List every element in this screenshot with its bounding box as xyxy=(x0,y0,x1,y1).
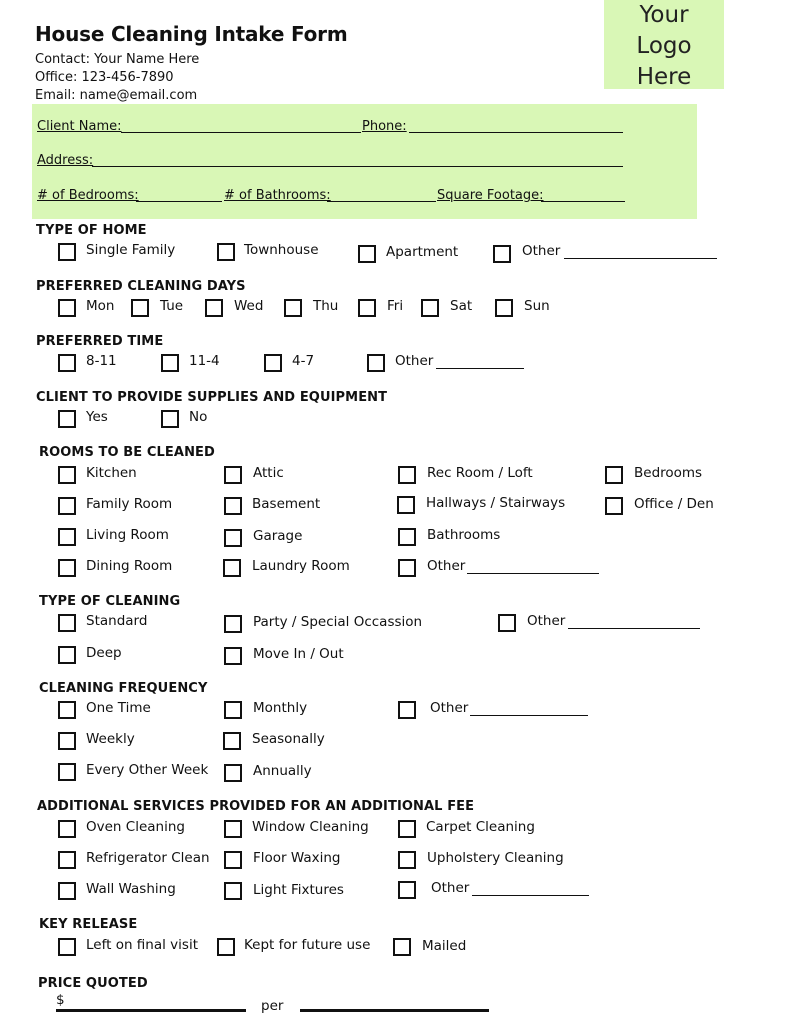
additional-heading: ADDITIONAL SERVICES PROVIDED FOR AN ADDITIONAL FEE xyxy=(37,799,475,814)
label-cleaning-other: Other xyxy=(527,613,566,629)
checkbox-upholstery-cleaning[interactable] xyxy=(398,851,416,869)
checkbox-thu[interactable] xyxy=(284,299,302,317)
checkbox-11-4[interactable] xyxy=(161,354,179,372)
checkbox-basement[interactable] xyxy=(224,497,242,515)
label-upholstery-cleaning: Upholstery Cleaning xyxy=(427,850,564,866)
checkbox-fri[interactable] xyxy=(358,299,376,317)
label-basement: Basement xyxy=(252,496,321,512)
label-one-time: One Time xyxy=(86,700,151,716)
label-home-other: Other xyxy=(522,243,561,259)
checkbox-bathrooms[interactable] xyxy=(398,528,416,546)
additional-other-line[interactable] xyxy=(472,895,589,896)
checkbox-left-on-final-visit[interactable] xyxy=(58,938,76,956)
checkbox-wall-washing[interactable] xyxy=(58,882,76,900)
key-release-heading: KEY RELEASE xyxy=(39,917,138,932)
checkbox-garage[interactable] xyxy=(224,529,242,547)
checkbox-hallways[interactable] xyxy=(397,496,415,514)
sqft-line[interactable] xyxy=(541,201,625,202)
label-party: Party / Special Occassion xyxy=(253,614,423,630)
label-office-den: Office / Den xyxy=(634,496,714,512)
checkbox-8-11[interactable] xyxy=(58,354,76,372)
label-bathrooms: Bathrooms xyxy=(427,527,501,543)
frequency-other-line[interactable] xyxy=(470,715,588,716)
label-rec-room: Rec Room / Loft xyxy=(427,465,533,481)
label-townhouse: Townhouse xyxy=(244,242,319,258)
label-oven-cleaning: Oven Cleaning xyxy=(86,819,185,835)
checkbox-apartment[interactable] xyxy=(358,245,376,263)
checkbox-move-in-out[interactable] xyxy=(224,647,242,665)
checkbox-floor-waxing[interactable] xyxy=(224,851,242,869)
dollar-sign: $ xyxy=(56,992,65,1008)
checkbox-sat[interactable] xyxy=(421,299,439,317)
label-laundry-room: Laundry Room xyxy=(252,558,350,574)
logo-line: Logo xyxy=(636,33,692,59)
checkbox-single-family[interactable] xyxy=(58,243,76,261)
label-rooms-other: Other xyxy=(427,558,466,574)
label-window-cleaning: Window Cleaning xyxy=(252,819,369,835)
bedrooms-label: # of Bedrooms: xyxy=(37,188,139,203)
client-name-label: Client Name: xyxy=(37,119,122,134)
label-standard: Standard xyxy=(86,613,148,629)
checkbox-supplies-yes[interactable] xyxy=(58,410,76,428)
checkbox-laundry-room[interactable] xyxy=(223,559,241,577)
checkbox-additional-other[interactable] xyxy=(398,881,416,899)
label-single-family: Single Family xyxy=(86,242,176,258)
price-amount-line[interactable] xyxy=(56,1009,246,1012)
checkbox-wed[interactable] xyxy=(205,299,223,317)
checkbox-time-other[interactable] xyxy=(367,354,385,372)
label-sat: Sat xyxy=(450,298,473,314)
label-mon: Mon xyxy=(86,298,115,314)
bathrooms-label: # of Bathrooms: xyxy=(224,188,331,203)
label-annually: Annually xyxy=(253,763,312,779)
logo-line: Your xyxy=(639,2,689,28)
label-family-room: Family Room xyxy=(86,496,173,512)
checkbox-rooms-other[interactable] xyxy=(398,559,416,577)
sqft-label: Square Footage: xyxy=(437,188,544,203)
checkbox-kitchen[interactable] xyxy=(58,466,76,484)
label-garage: Garage xyxy=(253,528,303,544)
label-every-other-week: Every Other Week xyxy=(86,762,209,778)
label-fri: Fri xyxy=(387,298,404,314)
address-line[interactable] xyxy=(92,166,623,167)
checkbox-office-den[interactable] xyxy=(605,497,623,515)
label-deep: Deep xyxy=(86,645,122,661)
checkbox-sun[interactable] xyxy=(495,299,513,317)
contact-email: Email: name@email.com xyxy=(35,88,198,103)
label-apartment: Apartment xyxy=(386,244,459,260)
checkbox-home-other[interactable] xyxy=(493,245,511,263)
checkbox-seasonally[interactable] xyxy=(223,732,241,750)
label-living-room: Living Room xyxy=(86,527,169,543)
label-wed: Wed xyxy=(234,298,264,314)
label-weekly: Weekly xyxy=(86,731,135,747)
label-light-fixtures: Light Fixtures xyxy=(253,882,344,898)
label-additional-other: Other xyxy=(431,880,470,896)
price-heading: PRICE QUOTED xyxy=(38,976,148,991)
logo-placeholder xyxy=(604,0,724,89)
price-per-line[interactable] xyxy=(300,1009,489,1012)
address-label: Address: xyxy=(37,153,94,168)
label-8-11: 8-11 xyxy=(86,353,117,369)
client-name-line[interactable] xyxy=(121,132,361,133)
label-carpet-cleaning: Carpet Cleaning xyxy=(426,819,535,835)
checkbox-weekly[interactable] xyxy=(58,732,76,750)
checkbox-window-cleaning[interactable] xyxy=(224,820,242,838)
bedrooms-line[interactable] xyxy=(136,201,222,202)
checkbox-one-time[interactable] xyxy=(58,701,76,719)
checkbox-oven-cleaning[interactable] xyxy=(58,820,76,838)
cleaning-type-heading: TYPE OF CLEANING xyxy=(39,594,181,609)
per-label: per xyxy=(261,998,284,1014)
checkbox-family-room[interactable] xyxy=(58,497,76,515)
checkbox-party[interactable] xyxy=(224,615,242,633)
label-hallways: Hallways / Stairways xyxy=(426,495,566,511)
logo-line: Here xyxy=(636,64,692,90)
phone-line[interactable] xyxy=(409,132,623,133)
checkbox-frequency-other[interactable] xyxy=(398,701,416,719)
checkbox-monthly[interactable] xyxy=(224,701,242,719)
checkbox-tue[interactable] xyxy=(131,299,149,317)
rooms-other-line[interactable] xyxy=(467,573,599,574)
bathrooms-line[interactable] xyxy=(327,201,436,202)
phone-label: Phone: xyxy=(362,119,407,134)
label-floor-waxing: Floor Waxing xyxy=(253,850,341,866)
label-wall-washing: Wall Washing xyxy=(86,881,176,897)
contact-name: Contact: Your Name Here xyxy=(35,52,200,67)
checkbox-light-fixtures[interactable] xyxy=(224,882,242,900)
checkbox-standard[interactable] xyxy=(58,614,76,632)
label-bedrooms: Bedrooms xyxy=(634,465,703,481)
checkbox-mailed[interactable] xyxy=(393,938,411,956)
label-attic: Attic xyxy=(253,465,284,481)
checkbox-cleaning-other[interactable] xyxy=(498,614,516,632)
label-supplies-no: No xyxy=(189,409,208,425)
checkbox-4-7[interactable] xyxy=(264,354,282,372)
supplies-heading: CLIENT TO PROVIDE SUPPLIES AND EQUIPMENT xyxy=(36,390,388,405)
checkbox-dining-room[interactable] xyxy=(58,559,76,577)
label-tue: Tue xyxy=(160,298,184,314)
label-sun: Sun xyxy=(524,298,550,314)
label-4-7: 4-7 xyxy=(292,353,315,369)
contact-office: Office: 123-456-7890 xyxy=(35,70,174,85)
label-time-other: Other xyxy=(395,353,434,369)
checkbox-mon[interactable] xyxy=(58,299,76,317)
checkbox-carpet-cleaning[interactable] xyxy=(398,820,416,838)
checkbox-refrigerator-clean[interactable] xyxy=(58,851,76,869)
checkbox-supplies-no[interactable] xyxy=(161,410,179,428)
days-heading: PREFERRED CLEANING DAYS xyxy=(36,279,246,294)
checkbox-living-room[interactable] xyxy=(58,528,76,546)
form-title: House Cleaning Intake Form xyxy=(35,22,348,46)
home-other-line[interactable] xyxy=(564,258,717,259)
checkbox-townhouse[interactable] xyxy=(217,243,235,261)
label-kept-for-future-use: Kept for future use xyxy=(244,937,371,953)
label-11-4: 11-4 xyxy=(189,353,220,369)
label-monthly: Monthly xyxy=(253,700,308,716)
label-thu: Thu xyxy=(313,298,339,314)
checkbox-kept-for-future-use[interactable] xyxy=(217,938,235,956)
checkbox-attic[interactable] xyxy=(224,466,242,484)
checkbox-annually[interactable] xyxy=(224,764,242,782)
checkbox-every-other-week[interactable] xyxy=(58,763,76,781)
label-supplies-yes: Yes xyxy=(86,409,108,425)
checkbox-rec-room[interactable] xyxy=(398,466,416,484)
label-move-in-out: Move In / Out xyxy=(253,646,344,662)
rooms-heading: ROOMS TO BE CLEANED xyxy=(39,445,215,460)
label-refrigerator-clean: Refrigerator Clean xyxy=(86,850,210,866)
label-frequency-other: Other xyxy=(430,700,469,716)
label-kitchen: Kitchen xyxy=(86,465,137,481)
time-heading: PREFERRED TIME xyxy=(36,334,164,349)
type-of-home-heading: TYPE OF HOME xyxy=(36,223,147,238)
label-seasonally: Seasonally xyxy=(252,731,325,747)
label-left-on-final-visit: Left on final visit xyxy=(86,937,198,953)
label-mailed: Mailed xyxy=(422,938,467,954)
cleaning-other-line[interactable] xyxy=(568,628,700,629)
checkbox-deep[interactable] xyxy=(58,646,76,664)
label-dining-room: Dining Room xyxy=(86,558,173,574)
checkbox-bedrooms[interactable] xyxy=(605,466,623,484)
time-other-line[interactable] xyxy=(436,368,524,369)
frequency-heading: CLEANING FREQUENCY xyxy=(39,681,208,696)
